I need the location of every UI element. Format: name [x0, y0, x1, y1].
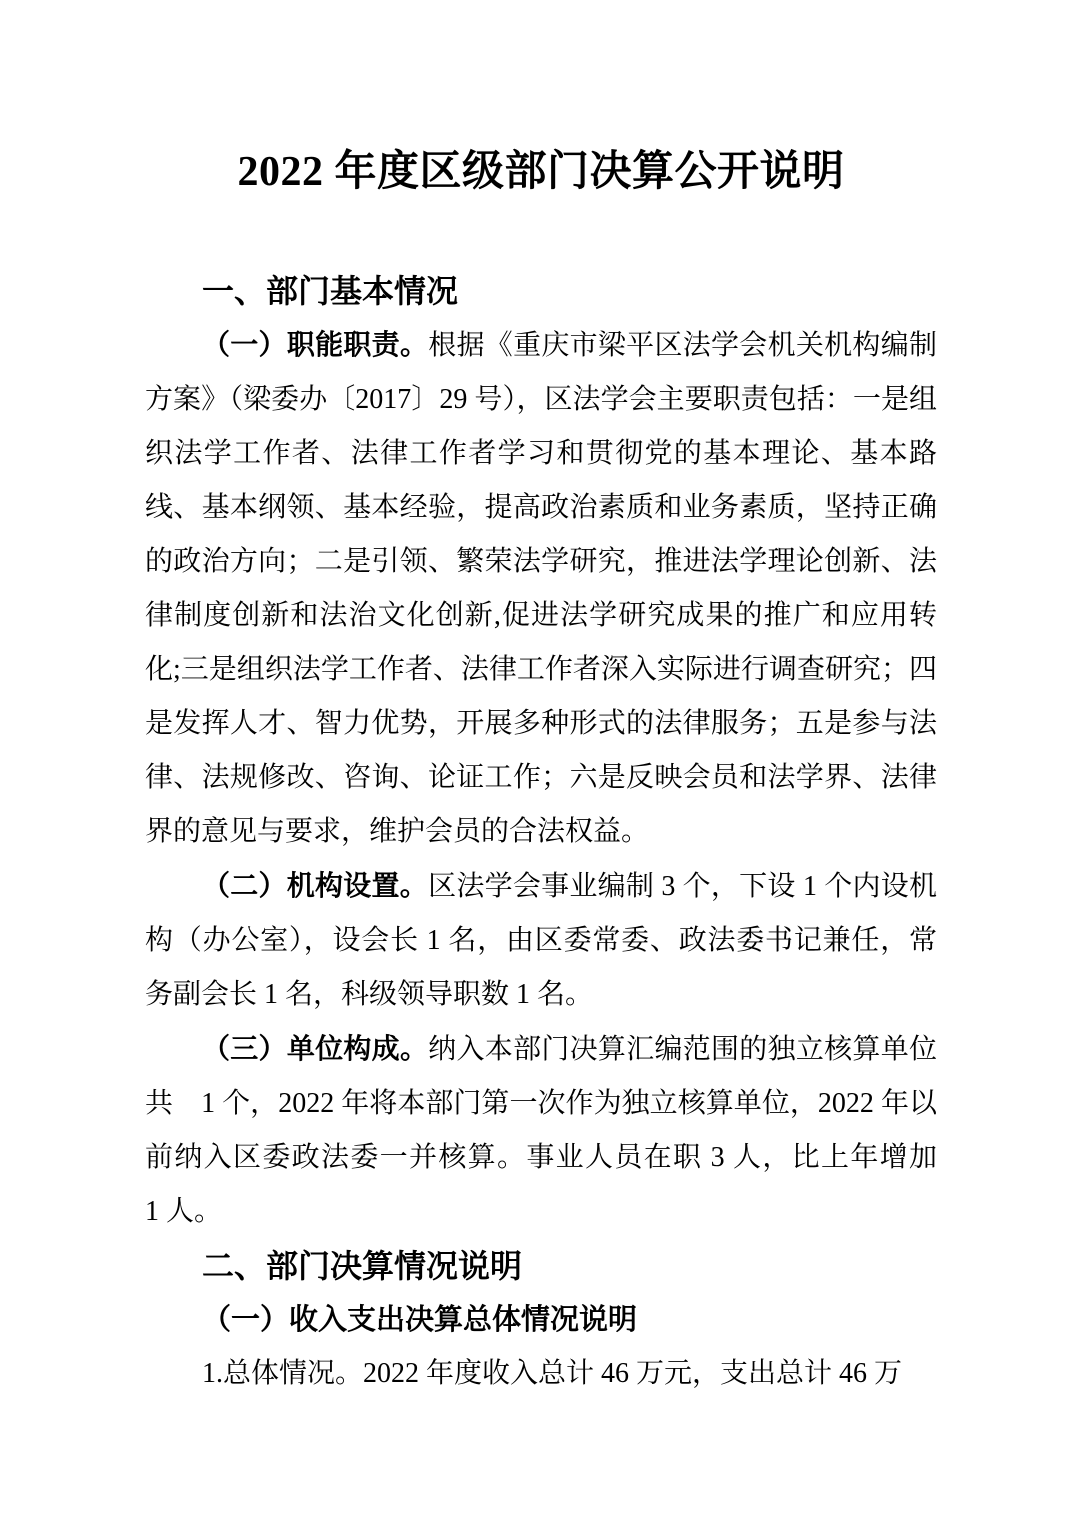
- section-2-heading: 二、部门决算情况说明: [202, 1248, 523, 1284]
- paragraph-text: 根据《重庆市梁平区法学会机关机构编制方案》（梁委办〔2017〕29 号），区法学会主要职责包括：一是组织法学工作者、法律工作者学习和贯彻党的基本理论、基本路线、基本纲领、基本经验，提高政治素质和业务素质，坚持正确的政治方向；二是引领、繁荣法学研究，推进法学理论创新、法律制度创新和法治文化创新,促进法学研究成果的推广和应用转化;三是组织法学工作者、法律工作者深入实际进行调查研究；四是发挥人才、智力优势，开展多种形式的法律服务；五是参与法律、法规修改、咨询、论证工作；六是反映会员和法学界、法律界的意见与要求，维护会员的合法权益。: [145, 330, 937, 847]
- document-body: [145, 264, 966, 1401]
- paragraph-text: 区法学会事业编制 3 个，下设 1 个内设机构（办公室），设会长 1 名，由区委常委、政法委书记兼任，常务副会长 1 名，科级领导职数 1 名。: [145, 871, 937, 1010]
- para-unit-composition: [145, 1022, 966, 1239]
- paragraph-text: 1.总体情况。2022 年度收入总计 46 万元，支出总计 46 万: [202, 1358, 903, 1389]
- document-content: [145, 0, 966, 1401]
- document-title: 2022 年度区级部门决算公开说明: [237, 149, 845, 195]
- para-organization-setup: [145, 859, 937, 1022]
- paragraph-lead: （三）单位构成。: [202, 1033, 429, 1064]
- para-functions-duties: [145, 318, 937, 859]
- subsection-1-heading: （一）收入支出决算总体情况说明: [202, 1304, 638, 1336]
- para-overall-situation: [145, 1347, 937, 1401]
- paragraph-lead: （二）机构设置。: [202, 870, 429, 901]
- paragraph-text: 纳入本部门决算汇编范围的独立核算单位共 1 个，2022 年将本部门第一次作为独立核算单位，2022 年以前纳入区委政法委一并核算。事业人员在职 3 人，比上年增加 1 人。: [145, 1034, 966, 1227]
- section-1-heading: 一、部门基本情况: [202, 273, 459, 309]
- paragraph-lead: （一）职能职责。: [202, 329, 429, 360]
